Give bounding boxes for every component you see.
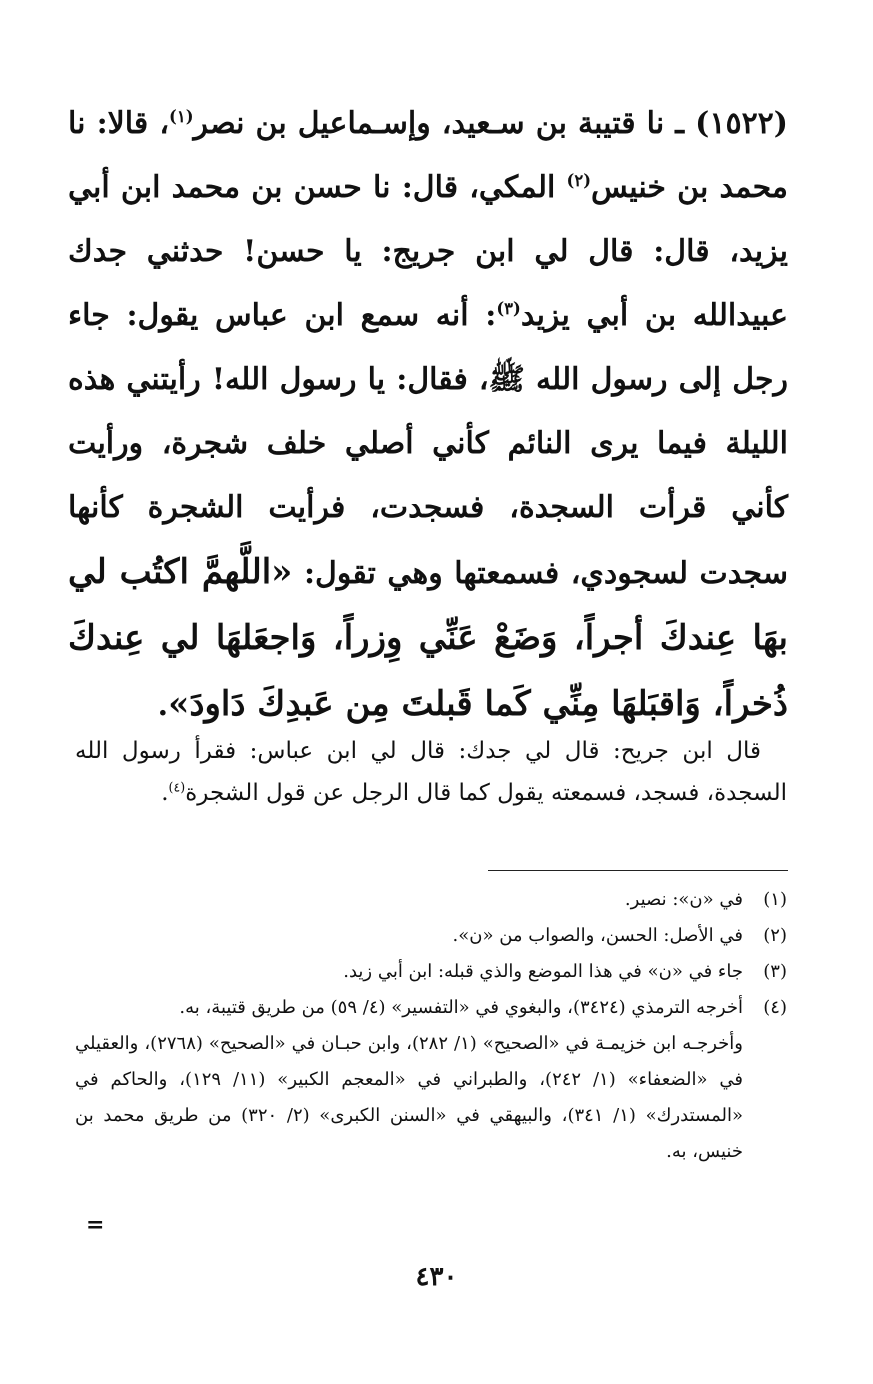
footnote-divider [488, 870, 788, 871]
footnote-3 [75, 954, 787, 990]
footnote-ref-1: (١) [169, 107, 194, 126]
footnote-text: في الأصل: الحسن، والصواب من «ن». [452, 925, 743, 946]
page-number: ٤٣٠ [415, 1262, 458, 1292]
continuation-mark: = [86, 1212, 105, 1238]
hadith-part-1: نا قتيبة بن سـعيد، وإسـماعيل بن نصر [193, 106, 665, 141]
footnote-4 [75, 990, 787, 1026]
footnote-number: (١) [763, 889, 787, 910]
footnotes-section [75, 882, 787, 1170]
hadith-prayer: «اللَّهمَّ اكتُب لي بهَا عِندكَ أجراً، وَضَعْ عَنِّي وِزراً، وَاجعَلهَا لي عِندكَ ذُخراً، وَاقبَلهَا مِنِّي كَما قَبلتَ مِن عَبدِكَ دَاودَ» [68, 552, 788, 724]
hadith-dash: ـ [664, 106, 696, 141]
footnote-ref-4: (٤) [168, 779, 186, 795]
quote-end: . [161, 780, 169, 806]
hadith-part-3: المكي، قال: نا حسن بن محمد ابن أبي يزيد، قال: قال لي ابن جريج: يا حسن! حدثني جدك عبيدالله بن أبي يزيد [68, 170, 788, 333]
footnote-ref-3: (٣) [496, 299, 521, 318]
footnote-text: أخرجه الترمذي (٣٤٢٤)، والبغوي في «التفسير» (٤/ ٥٩) من طريق قتيبة، به. [179, 997, 743, 1018]
footnote-number: (٢) [763, 925, 787, 946]
footnote-2 [75, 918, 787, 954]
footnote-number: (٣) [763, 961, 787, 982]
footnote-text: جاء في «ن» في هذا الموضع والذي قبله: ابن أبي زيد. [343, 961, 743, 982]
hadith-part-4: : أنه سمع ابن عباس يقول: جاء رجل إلى رسول الله ﷺ، فقال: يا رسول الله! رأيتني هذه الليلة فيما يرى النائم كأني أصلي خلف شجرة، ورأيت كأني قرأت السجدة، فسجدت، فرأيت الشجرة كأنها سجدت لسجودي، فسمعتها وهي تقول: [68, 298, 789, 591]
hadith-end: . [157, 688, 169, 723]
hadith-number: (١٥٢٢) [695, 106, 788, 141]
quote-body: قال ابن جريح: قال لي جدك: قال لي ابن عباس: فقرأ رسول الله السجدة، فسجد، فسمعته يقول كما قال الرجل عن قول الشجرة [75, 738, 787, 806]
quote-paragraph [75, 730, 787, 814]
footnote-number: (٤) [763, 997, 787, 1018]
footnote-4-continuation: وأخرجـه ابن خزيمـة في «الصحيح» (١/ ٢٨٢)، وابن حبـان في «الصحيح» (٢٧٦٨)، والعقيلي في «الضعفاء» (١/ ٢٤٢)، والطبراني في «المعجم الكبير» (١١/ ١٢٩)، والحاكم في «المستدرك» (١/ ٣٤١)، والبيهقي في «السنن الكبرى» (٢/ ٣٢٠) من طريق محمد بن خنيس، به. [75, 1033, 743, 1162]
footnote-ref-2: (٢) [566, 171, 592, 190]
footnote-text: في «ن»: نصير. [624, 889, 743, 910]
hadith-part-2: ، قالا: نا محمد بن خنيس [68, 106, 789, 205]
footnote-1 [75, 882, 787, 918]
hadith-text [68, 92, 788, 738]
